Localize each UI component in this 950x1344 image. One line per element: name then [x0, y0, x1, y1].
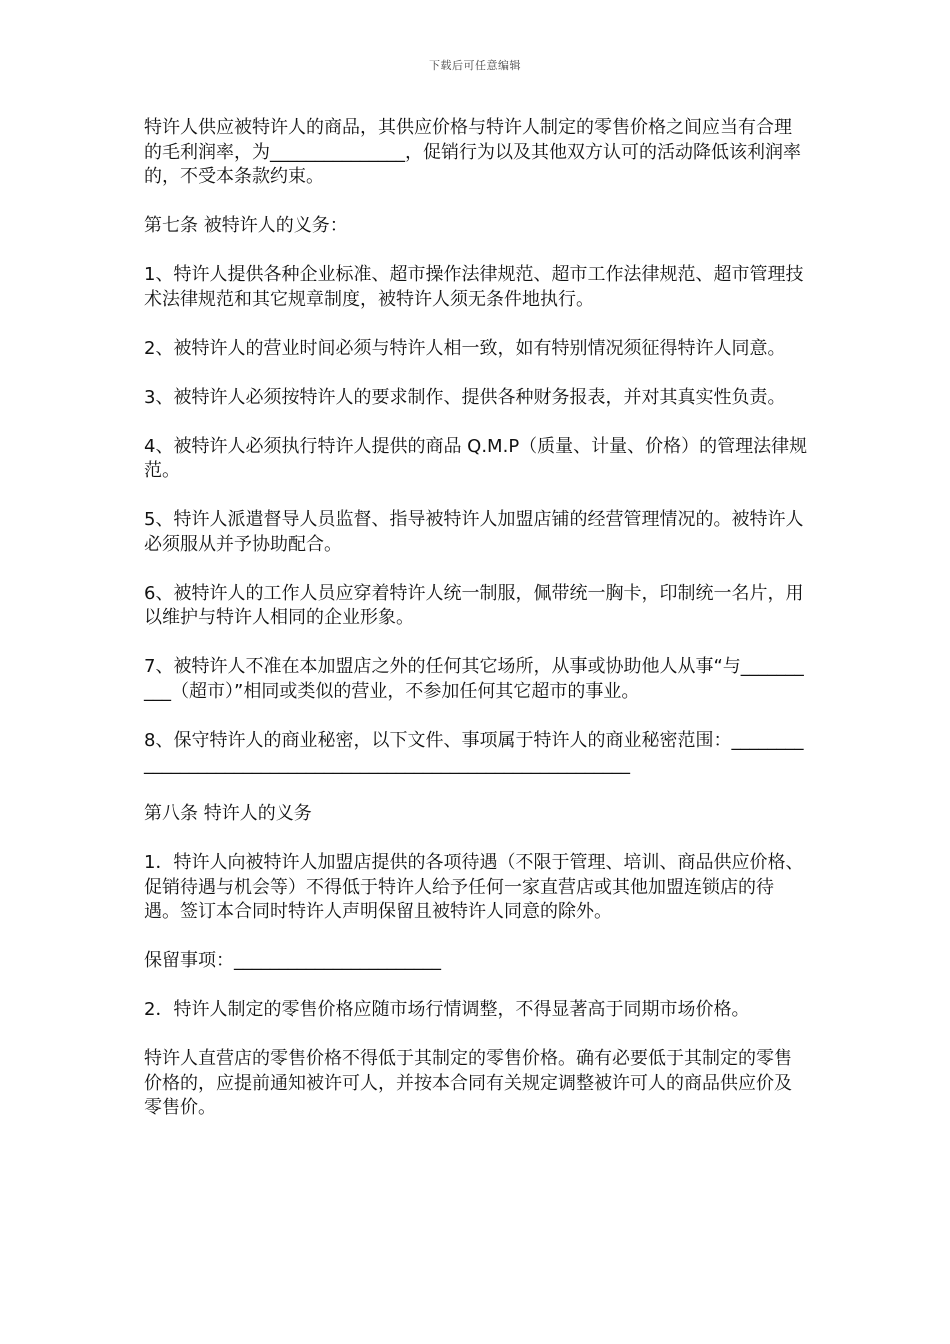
- document-body: [144, 116, 808, 1145]
- paragraph-7-4: 4、被特许人必须执行特许人提供的商品 Q.M.P（质量、计量、价格）的管理法律规范。: [144, 435, 808, 481]
- heading-article-7: 第七条 被特许人的义务：: [144, 215, 348, 236]
- paragraph-7-5: 5、特许人派遣督导人员监督、指导被特许人加盟店铺的经营管理情况的。被特许人必须服从并予协助配合。: [144, 509, 804, 555]
- paragraph-7-1: 1、特许人提供各种企业标准、超市操作法律规范、超市工作法律规范、超市管理技术法律规范和其它规章制度，被特许人须无条件地执行。: [144, 264, 804, 310]
- page-header-note: 下载后可任意编辑: [429, 59, 521, 72]
- heading-article-8: 第八条 特许人的义务: [144, 803, 312, 824]
- paragraph-gross-margin: 特许人供应被特许人的商品，其供应价格与特许人制定的零售价格之间应当有合理的毛利润率，为_______________，促销行为以及其他双方认可的活动降低该利润率的，不受本条款约束。: [144, 117, 801, 187]
- paragraph-direct-store-price: 特许人直营店的零售价格不得低于其制定的零售价格。确有必要低于其制定的零售价格的，应提前通知被许可人，并按本合同有关规定调整被许可人的商品供应价及零售价。: [144, 1048, 792, 1118]
- paragraph-8-1: 1．特许人向被特许人加盟店提供的各项待遇（不限于管理、培训、商品供应价格、促销待遇与机会等）不得低于特许人给予任何一家直营店或其他加盟连锁店的待遇。签订本合同时特许人声明保留且被特许人同意的除外。: [144, 852, 804, 922]
- paragraph-7-7: 7、被特许人不准在本加盟店之外的任何其它场所，从事或协助他人从事“与__________（超市）”相同或类似的营业，不参加任何其它超市的事业。: [144, 656, 804, 702]
- paragraph-7-2: 2、被特许人的营业时间必须与特许人相一致，如有特别情况须征得特许人同意。: [144, 337, 786, 359]
- paragraph-7-6: 6、被特许人的工作人员应穿着特许人统一制服，佩带统一胸卡，印制统一名片，用以维护与特许人相同的企业形象。: [144, 582, 804, 628]
- paragraph-8-2: 2．特许人制定的零售价格应随市场行情调整，不得显著高于同期市场价格。: [144, 999, 750, 1020]
- paragraph-reserved-items: 保留事项：_______________________: [144, 950, 441, 971]
- paragraph-7-3: 3、被特许人必须按特许人的要求制作、提供各种财务报表，并对其真实性负责。: [144, 386, 786, 408]
- paragraph-7-8: 8、保守特许人的商业秘密，以下文件、事项属于特许人的商业秘密范围：______________________________________________________________: [144, 729, 804, 775]
